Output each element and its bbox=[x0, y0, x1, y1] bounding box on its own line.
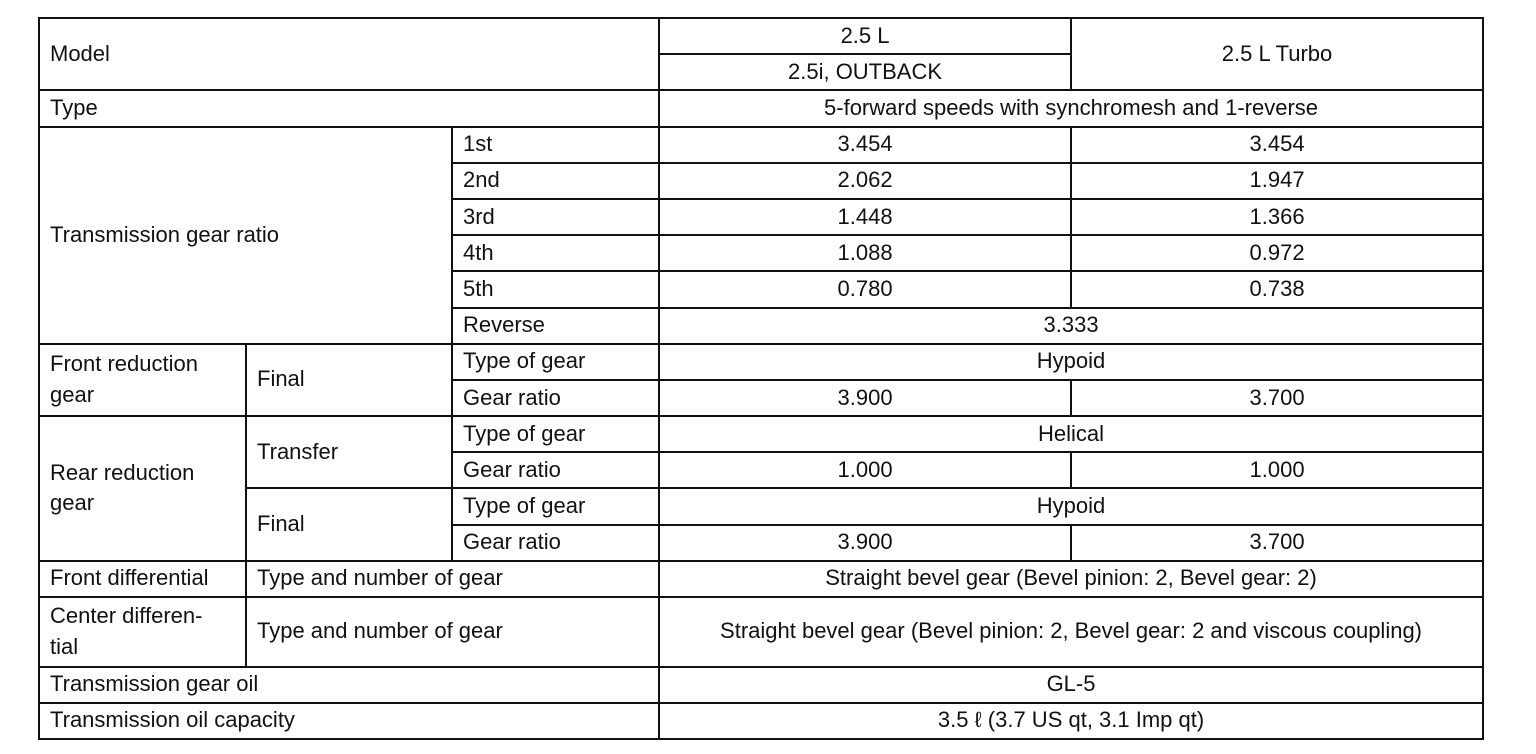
gear-name: 2nd bbox=[452, 163, 659, 199]
front-differential-label: Front differential bbox=[39, 561, 246, 597]
type-row bbox=[39, 90, 1483, 126]
gear-ratio-turbo: 3.700 bbox=[1071, 380, 1483, 416]
gear-ratio-turbo: 1.366 bbox=[1071, 199, 1483, 235]
center-differential-value: Straight bevel gear (Bevel pinion: 2, Bevel gear: 2 and viscous coupling) bbox=[659, 597, 1483, 667]
gear-ratio-label: Gear ratio bbox=[452, 380, 659, 416]
gear-ratio-na: 1.088 bbox=[659, 235, 1071, 271]
type-of-gear-value: Hypoid bbox=[659, 488, 1483, 524]
oil-capacity-label: Transmission oil capacity bbox=[39, 703, 659, 739]
front-differential-sub: Type and number of gear bbox=[246, 561, 659, 597]
gear-ratio-na: 3.900 bbox=[659, 525, 1071, 561]
col-2-5l-turbo-header: 2.5 L Turbo bbox=[1071, 18, 1483, 90]
gear-name: Reverse bbox=[452, 308, 659, 344]
table-row bbox=[39, 597, 1483, 667]
type-of-gear-label: Type of gear bbox=[452, 416, 659, 452]
type-label: Type bbox=[39, 90, 659, 126]
gear-ratio-turbo: 1.000 bbox=[1071, 452, 1483, 488]
front-differential-value: Straight bevel gear (Bevel pinion: 2, Bevel gear: 2) bbox=[659, 561, 1483, 597]
gear-name: 5th bbox=[452, 271, 659, 307]
table-row bbox=[39, 561, 1483, 597]
table-row bbox=[39, 488, 1483, 524]
gear-ratio-na: 2.062 bbox=[659, 163, 1071, 199]
gear-ratio-turbo: 0.738 bbox=[1071, 271, 1483, 307]
gear-ratio-na: 0.780 bbox=[659, 271, 1071, 307]
type-of-gear-label: Type of gear bbox=[452, 488, 659, 524]
gear-oil-value: GL-5 bbox=[659, 667, 1483, 703]
table-row bbox=[39, 127, 1483, 163]
gear-ratio-turbo: 3.454 bbox=[1071, 127, 1483, 163]
gear-name: 3rd bbox=[452, 199, 659, 235]
transmission-spec-table bbox=[38, 17, 1484, 740]
gear-ratio-turbo: 3.700 bbox=[1071, 525, 1483, 561]
rear-reduction-label: Rear reduction gear bbox=[39, 416, 246, 561]
gear-ratio-turbo: 1.947 bbox=[1071, 163, 1483, 199]
gear-ratio-na: 3.454 bbox=[659, 127, 1071, 163]
center-differential-sub: Type and number of gear bbox=[246, 597, 659, 667]
model-label: Model bbox=[39, 18, 659, 90]
type-of-gear-label: Type of gear bbox=[452, 344, 659, 380]
type-of-gear-value: Helical bbox=[659, 416, 1483, 452]
gear-ratio-na: 1.000 bbox=[659, 452, 1071, 488]
col-2-5l-header: 2.5 L bbox=[659, 18, 1071, 54]
table-row bbox=[39, 667, 1483, 703]
reverse-ratio: 3.333 bbox=[659, 308, 1483, 344]
type-of-gear-value: Hypoid bbox=[659, 344, 1483, 380]
table-row bbox=[39, 703, 1483, 739]
col-2-5l-subheader: 2.5i, OUTBACK bbox=[659, 54, 1071, 90]
gear-name: 1st bbox=[452, 127, 659, 163]
center-differential-label: Center differen- tial bbox=[39, 597, 246, 667]
model-header-row bbox=[39, 18, 1483, 54]
gear-ratio-na: 3.900 bbox=[659, 380, 1071, 416]
oil-capacity-value: 3.5 ℓ (3.7 US qt, 3.1 Imp qt) bbox=[659, 703, 1483, 739]
table-row bbox=[39, 416, 1483, 452]
front-reduction-label: Front reduction gear bbox=[39, 344, 246, 416]
rear-final-sub: Final bbox=[246, 488, 452, 560]
gear-name: 4th bbox=[452, 235, 659, 271]
gear-ratio-label: Gear ratio bbox=[452, 452, 659, 488]
front-reduction-sub: Final bbox=[246, 344, 452, 416]
rear-transfer-sub: Transfer bbox=[246, 416, 452, 488]
gear-oil-label: Transmission gear oil bbox=[39, 667, 659, 703]
gear-ratio-label: Gear ratio bbox=[452, 525, 659, 561]
gear-ratio-na: 1.448 bbox=[659, 199, 1071, 235]
gear-ratio-label: Transmission gear ratio bbox=[39, 127, 452, 344]
table-row bbox=[39, 344, 1483, 380]
type-value: 5-forward speeds with synchromesh and 1-reverse bbox=[659, 90, 1483, 126]
gear-ratio-turbo: 0.972 bbox=[1071, 235, 1483, 271]
